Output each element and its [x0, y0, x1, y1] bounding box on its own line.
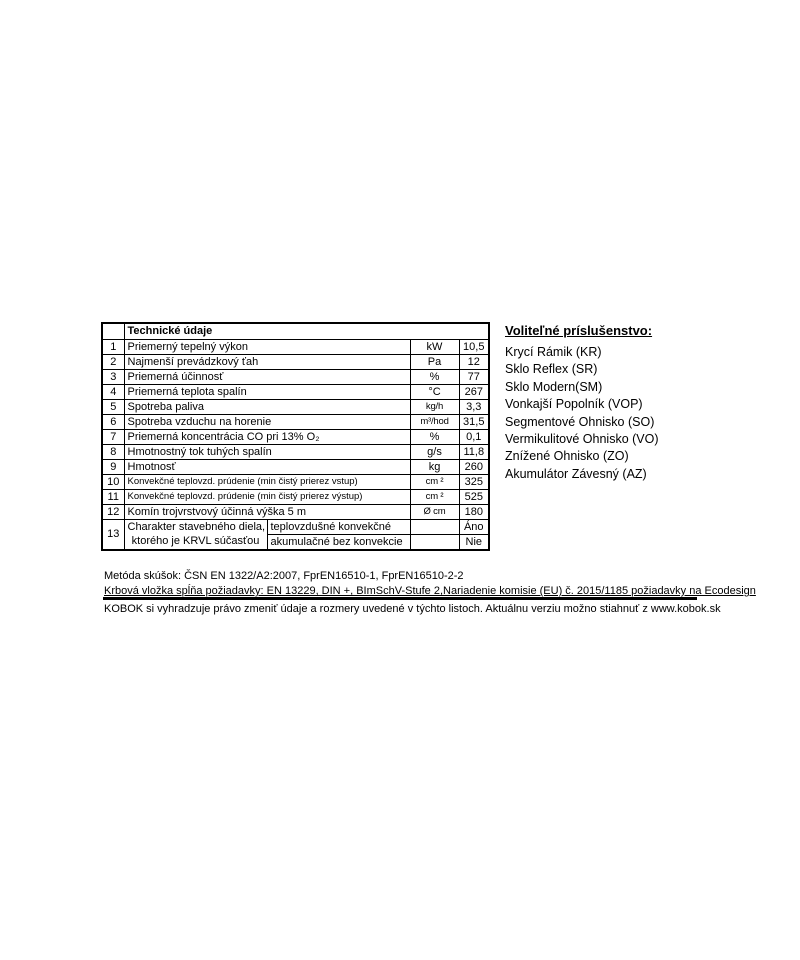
row-name: Priemerná teplota spalín [124, 384, 410, 399]
table-row [102, 474, 489, 489]
table-row [102, 504, 489, 519]
row-unit: m³/hod [410, 414, 459, 429]
row-name: Komín trojvrstvový účinná výška 5 m [124, 504, 410, 519]
technical-data-table [101, 322, 490, 551]
row-unit: kg [410, 459, 459, 474]
test-method-note: Metóda skúšok: ČSN EN 1322/A2:2007, FprEN16510-1, FprEN16510-2-2 [104, 570, 464, 582]
table-body [102, 323, 489, 550]
row-value: 525 [459, 489, 489, 504]
table-row [102, 489, 489, 504]
row-value: 12 [459, 354, 489, 369]
accessory-item: Vermikulitové Ohnisko (VO) [505, 432, 659, 447]
row-subname: akumulačné bez konvekcie [267, 534, 410, 550]
compliance-note: Krbová vložka spĺňa požiadavky: EN 13229, DIN +, BImSchV-Stufe 2,Nariadenie komisie (EU) č. 2015/1185 požiadavky na Ecodesign [104, 585, 756, 597]
row-number: 8 [102, 444, 124, 459]
table-row [102, 369, 489, 384]
row-label-line: Charakter stavebného diela, [127, 521, 266, 533]
row-name: Hmotnosť [124, 459, 410, 474]
row-value: 260 [459, 459, 489, 474]
row-number: 11 [102, 489, 124, 504]
row-value: Nie [459, 534, 489, 550]
row-subname: teplovzdušné konvekčné [267, 519, 410, 534]
row-value: 325 [459, 474, 489, 489]
row-name: Spotreba paliva [124, 399, 410, 414]
row-value: 180 [459, 504, 489, 519]
row-value: 11,8 [459, 444, 489, 459]
row-value: 267 [459, 384, 489, 399]
row-number: 13 [102, 519, 124, 550]
row-value: Áno [459, 519, 489, 534]
row-number: 12 [102, 504, 124, 519]
header-number-cell [102, 323, 124, 339]
table-row [102, 429, 489, 444]
row-number: 3 [102, 369, 124, 384]
row-name: Konvekčné teplovzd. prúdenie (min čistý prierez vstup) [124, 474, 410, 489]
row-number: 1 [102, 339, 124, 354]
row-name: Konvekčné teplovzd. prúdenie (min čistý prierez výstup) [124, 489, 410, 504]
row-name: Hmotnostný tok tuhých spalín [124, 444, 410, 459]
row-label [124, 519, 267, 550]
table-row [102, 399, 489, 414]
row-unit: cm ² [410, 489, 459, 504]
row-name: Spotreba vzduchu na horenie [124, 414, 410, 429]
accessory-item: Sklo Modern(SM) [505, 379, 603, 394]
accessory-item: Krycí Rámik (KR) [505, 345, 602, 359]
row-value: 3,3 [459, 399, 489, 414]
row-number: 5 [102, 399, 124, 414]
row-name: Priemerná koncentrácia CO pri 13% O₂ [124, 429, 410, 444]
row-unit: g/s [410, 444, 459, 459]
row-value: 77 [459, 369, 489, 384]
row-unit: Pa [410, 354, 459, 369]
row-value: 0,1 [459, 429, 489, 444]
table-row [102, 444, 489, 459]
accessories-panel [505, 323, 659, 483]
row-name: Priemerná účinnosť [124, 369, 410, 384]
table-row [102, 384, 489, 399]
table-row [102, 519, 489, 534]
accessory-item: Znížené Ohnisko (ZO) [505, 449, 629, 464]
row-unit: cm ² [410, 474, 459, 489]
table-row [102, 414, 489, 429]
row-number: 4 [102, 384, 124, 399]
row-number: 2 [102, 354, 124, 369]
accessory-item: Vonkajší Popolník (VOP) [505, 397, 643, 412]
accessories-list [505, 344, 659, 483]
row-number: 6 [102, 414, 124, 429]
disclaimer-note: KOBOK si vyhradzuje právo zmeniť údaje a rozmery uvedené v týchto listoch. Aktuálnu verziu možno stiahnuť z www.kobok.sk [104, 603, 721, 615]
row-value: 31,5 [459, 414, 489, 429]
table-row [102, 339, 489, 354]
accessories-title: Voliteľné príslušenstvo: [505, 323, 653, 338]
table-title: Technické údaje [124, 323, 489, 339]
row-number: 10 [102, 474, 124, 489]
accessory-item: Segmentové Ohnisko (SO) [505, 414, 655, 429]
row-name: Priemerný tepelný výkon [124, 339, 410, 354]
accessory-item: Sklo Reflex (SR) [505, 362, 598, 377]
row-unit [410, 534, 459, 550]
divider-rule [103, 597, 697, 600]
table-header-row [102, 323, 489, 339]
row-number: 7 [102, 429, 124, 444]
table-row [102, 459, 489, 474]
row-unit: % [410, 429, 459, 444]
accessory-item: Akumulátor Závesný (AZ) [505, 466, 647, 481]
row-unit: kg/h [410, 399, 459, 414]
row-unit: kW [410, 339, 459, 354]
row-name: Najmenší prevádzkový ťah [124, 354, 410, 369]
row-value: 10,5 [459, 339, 489, 354]
row-number: 9 [102, 459, 124, 474]
table-row [102, 354, 489, 369]
row-label-line: ktorého je KRVL súčasťou [131, 535, 260, 547]
row-unit [410, 519, 459, 534]
row-unit: Ø cm [410, 504, 459, 519]
row-unit: °C [410, 384, 459, 399]
row-unit: % [410, 369, 459, 384]
